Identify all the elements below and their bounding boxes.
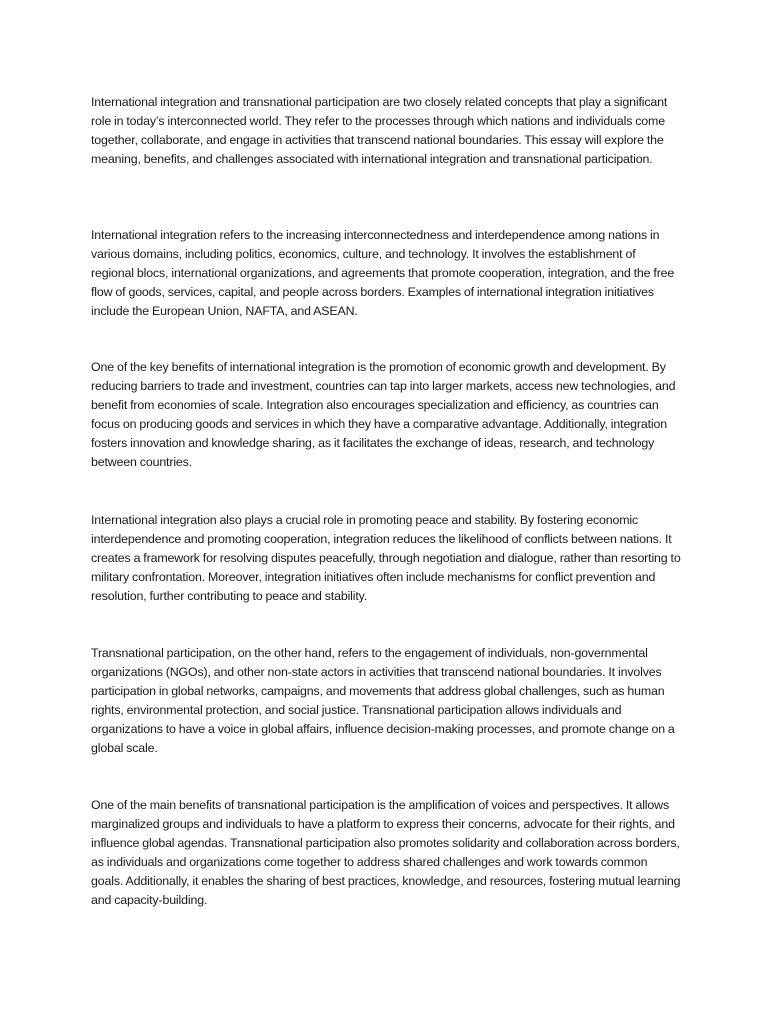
paragraph-economic-benefits: One of the key benefits of international integration is the promotion of economic growth and development. By reducing barriers to trade and investment, countries can tap into larger markets, access new technologies, and benefit from economies of scale. Integration also encourages specialization and efficiency, as countries can focus on producing goods and services in which they have a comparative advantage. Additionally, integration fosters innovation and knowledge sharing, as it facilitates the exchange of ideas, research, and technology between countries. bbox=[91, 360, 676, 469]
paragraph-transnational-benefits: One of the main benefits of transnational participation is the amplification of voices and perspectives. It allows marginalized groups and individuals to have a platform to express their concerns, advocate for their rights, and influence global agendas. Transnational participation also promotes solidarity and collaboration across borders, as individuals and organizations come together to address shared challenges and work towards common goals. Additionally, it enables the sharing of best practices, knowledge, and resources, fostering mutual learning and capacity-building. bbox=[91, 798, 681, 907]
paragraph-peace-and-stability: International integration also plays a crucial role in promoting peace and stability. By fostering economic interdependence and promoting cooperation, integration reduces the likelihood of conflicts between nations. It creates a framework for resolving disputes peacefully, through negotiation and dialogue, rather than resorting to military confrontation. Moreover, integration initiatives often include mechanisms for conflict prevention and resolution, further contributing to peace and stability. bbox=[91, 513, 681, 603]
paragraph-introduction: International integration and transnational participation are two closely related concepts that play a significant role in today’s interconnected world. They refer to the processes through which nations and individuals come together, collaborate, and engage in activities that transcend national boundaries. This essay will explore the meaning, benefits, and challenges associated with international integration and transnational participation. bbox=[91, 95, 668, 166]
paragraph-transnational-participation-definition: Transnational participation, on the other hand, refers to the engagement of individuals, non-governmental organizations (NGOs), and other non-state actors in activities that transcend national boundaries. It involves participation in global networks, campaigns, and movements that address global challenges, such as human rights, environmental protection, and social justice. Transnational participation allows individuals and organizations to have a voice in global affairs, influence decision-making processes, and promote change on a global scale. bbox=[91, 646, 675, 755]
paragraph-international-integration-definition: International integration refers to the increasing interconnectedness and interdependence among nations in various domains, including politics, economics, culture, and technology. It involves the establishment of regional blocs, international organizations, and agreements that promote cooperation, integration, and the free flow of goods, services, capital, and people across borders. Examples of international integration initiatives include the European Union, NAFTA, and ASEAN. bbox=[91, 228, 675, 318]
